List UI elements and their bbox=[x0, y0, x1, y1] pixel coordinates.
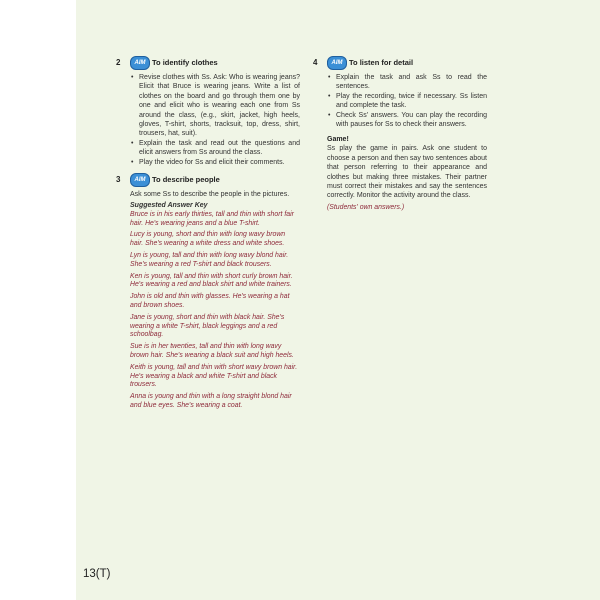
answer-paragraph: Sue is in her twenties, tall and thin with long wavy brown hair. She's wearing a black suit and high heels. bbox=[130, 343, 294, 360]
section-3 bbox=[116, 173, 300, 411]
aim-badge-icon: AIM bbox=[130, 56, 150, 70]
answer-paragraph: Ken is young, tall and thin with short curly brown hair. He's wearing a red and black shirt and white trainers. bbox=[130, 272, 293, 289]
answer-paragraph: Bruce is in his early thirties, tall and thin with short fair hair. He's wearing jeans and a blue T-shirt. bbox=[130, 210, 294, 227]
game-answer: (Students' own answers.) bbox=[327, 203, 405, 211]
list-item: • Explain the task and read out the questions and elicit answers from Ss around the class. bbox=[130, 139, 300, 158]
answer-paragraph: Keith is young, tall and thin with short wavy brown hair. He's wearing a black and white T-shirt and black trousers. bbox=[130, 363, 298, 389]
section-number: 3 bbox=[116, 175, 121, 185]
list-item: • Revise clothes with Ss. Ask: Who is wearing jeans? Elicit that Bruce is wearing jeans. Write a list of clothes on the board and go through them one by one and elicit who is wearing each one from Ss around the class, (e.g., skirt, jacket, high heels, gloves, T-shirt, shorts, tracksuit, top, dress, shirt, trousers, hat, suit). bbox=[130, 73, 300, 139]
list-item: • Check Ss' answers. You can play the recording with pauses for Ss to check their answers. bbox=[327, 111, 487, 130]
list-item: • Explain the task and ask Ss to read the sentences. bbox=[327, 73, 487, 92]
right-column bbox=[313, 56, 487, 216]
section-2 bbox=[116, 56, 300, 167]
section-heading bbox=[116, 56, 300, 70]
section-4 bbox=[313, 56, 487, 129]
bullet-list bbox=[130, 73, 300, 167]
list-item: • Play the video for Ss and elicit their comments. bbox=[130, 158, 300, 167]
section-number: 4 bbox=[313, 58, 318, 67]
answer-key-label: Suggested Answer Key bbox=[130, 202, 208, 210]
answer-paragraph: Jane is young, short and thin with black hair. She's wearing a white T-shirt, black leggings and a red schoolbag. bbox=[130, 313, 285, 339]
left-column bbox=[116, 56, 300, 414]
bullet-list bbox=[327, 73, 487, 129]
section-number: 2 bbox=[116, 58, 121, 67]
page-number: 13(T) bbox=[83, 568, 111, 580]
answer-paragraph: John is old and thin with glasses. He's wearing a hat and brown shoes. bbox=[130, 293, 290, 310]
aim-badge-icon: AIM bbox=[327, 56, 347, 70]
game-text: Ss play the game in pairs. Ask one student to choose a person and then say two sentences about that person referring to their appearance and clothes but making three mistakes. Their partner must correct their mistakes and say the sentences correctly. Monitor the activity around the class. bbox=[327, 145, 487, 200]
answer-paragraph: Lyn is young, tall and thin with long wavy blond hair. She's wearing a red T-shirt and black trousers. bbox=[130, 252, 289, 268]
list-item: • Play the recording, twice if necessary. Ss listen and complete the task. bbox=[327, 92, 487, 111]
section-intro: Ask some Ss to describe the people in the pictures. bbox=[130, 191, 290, 199]
section-title: To listen for detail bbox=[349, 58, 414, 67]
game-section bbox=[327, 135, 487, 212]
section-title: To describe people bbox=[152, 175, 220, 185]
aim-badge-icon: AIM bbox=[130, 173, 150, 187]
answer-paragraph: Lucy is young, short and thin with long wavy brown hair. She's wearing a white dress and white shoes. bbox=[130, 231, 286, 248]
section-title: To identify clothes bbox=[152, 58, 218, 67]
answer-paragraph: Anna is young and thin with a long straight blond hair and blue eyes. She's wearing a coat. bbox=[130, 393, 292, 410]
section-heading bbox=[313, 56, 487, 70]
game-title: Game! bbox=[327, 136, 349, 144]
section-heading bbox=[116, 173, 300, 187]
